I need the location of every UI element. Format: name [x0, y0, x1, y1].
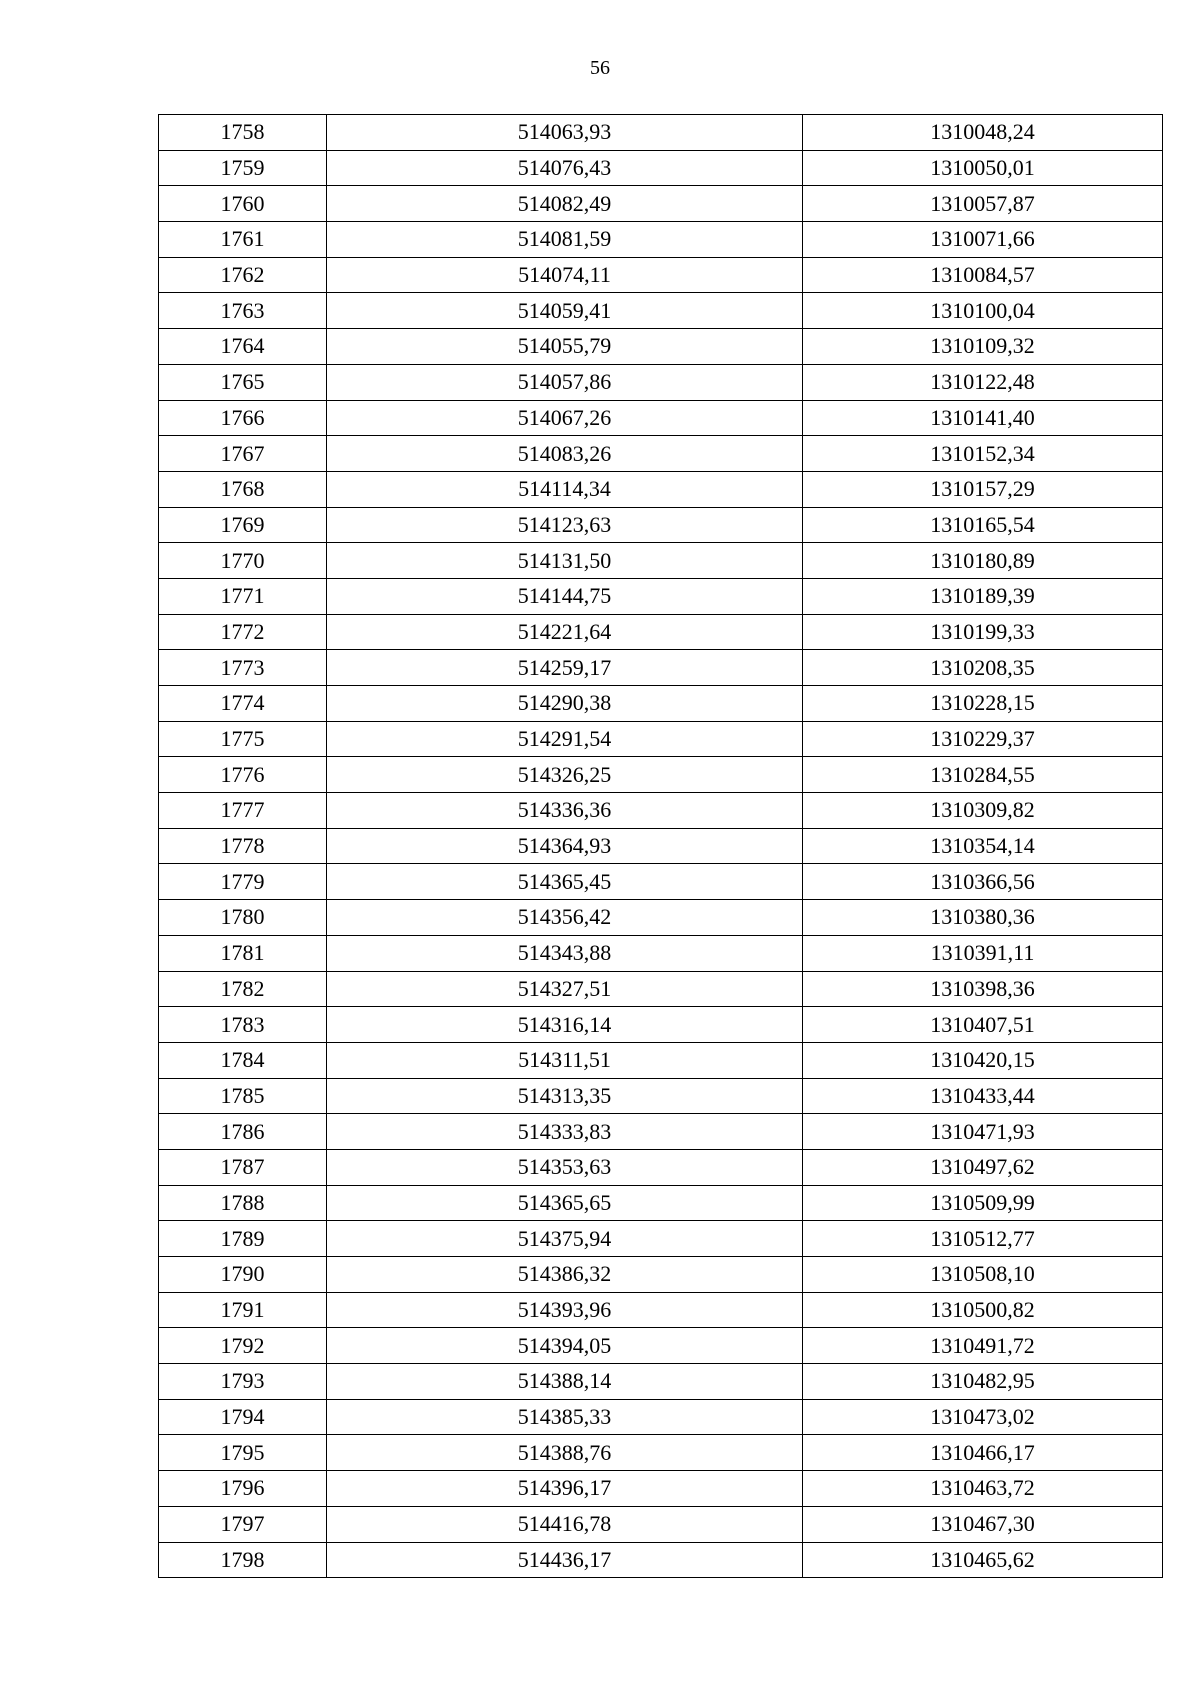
y-coordinate-cell: 1310157,29: [803, 471, 1163, 507]
point-number-cell: 1758: [159, 115, 327, 151]
point-number-cell: 1763: [159, 293, 327, 329]
x-coordinate-cell: 514076,43: [327, 150, 803, 186]
table-row: [159, 186, 1163, 222]
table-row: [159, 1185, 1163, 1221]
point-number-cell: 1783: [159, 1007, 327, 1043]
y-coordinate-cell: 1310482,95: [803, 1364, 1163, 1400]
x-coordinate-cell: 514436,17: [327, 1542, 803, 1578]
table-row: [159, 436, 1163, 472]
x-coordinate-cell: 514059,41: [327, 293, 803, 329]
table-row: [159, 329, 1163, 365]
y-coordinate-cell: 1310165,54: [803, 507, 1163, 543]
x-coordinate-cell: 514081,59: [327, 222, 803, 258]
x-coordinate-cell: 514083,26: [327, 436, 803, 472]
point-number-cell: 1767: [159, 436, 327, 472]
y-coordinate-cell: 1310463,72: [803, 1471, 1163, 1507]
point-number-cell: 1777: [159, 793, 327, 829]
point-number-cell: 1771: [159, 578, 327, 614]
point-number-cell: 1761: [159, 222, 327, 258]
x-coordinate-cell: 514356,42: [327, 900, 803, 936]
table-row: [159, 1328, 1163, 1364]
x-coordinate-cell: 514386,32: [327, 1257, 803, 1293]
x-coordinate-cell: 514416,78: [327, 1506, 803, 1542]
x-coordinate-cell: 514388,76: [327, 1435, 803, 1471]
table-row: [159, 1292, 1163, 1328]
table-row: [159, 578, 1163, 614]
table-row: [159, 757, 1163, 793]
y-coordinate-cell: 1310420,15: [803, 1042, 1163, 1078]
page-number: 56: [590, 57, 610, 79]
y-coordinate-cell: 1310084,57: [803, 257, 1163, 293]
x-coordinate-cell: 514327,51: [327, 971, 803, 1007]
point-number-cell: 1796: [159, 1471, 327, 1507]
y-coordinate-cell: 1310050,01: [803, 150, 1163, 186]
point-number-cell: 1778: [159, 828, 327, 864]
point-number-cell: 1788: [159, 1185, 327, 1221]
point-number-cell: 1793: [159, 1364, 327, 1400]
x-coordinate-cell: 514388,14: [327, 1364, 803, 1400]
table-row: [159, 864, 1163, 900]
y-coordinate-cell: 1310189,39: [803, 578, 1163, 614]
table-row: [159, 115, 1163, 151]
y-coordinate-cell: 1310407,51: [803, 1007, 1163, 1043]
x-coordinate-cell: 514375,94: [327, 1221, 803, 1257]
point-number-cell: 1786: [159, 1114, 327, 1150]
x-coordinate-cell: 514221,64: [327, 614, 803, 650]
table-row: [159, 1078, 1163, 1114]
point-number-cell: 1781: [159, 935, 327, 971]
point-number-cell: 1768: [159, 471, 327, 507]
table-row: [159, 793, 1163, 829]
point-number-cell: 1760: [159, 186, 327, 222]
point-number-cell: 1779: [159, 864, 327, 900]
x-coordinate-cell: 514396,17: [327, 1471, 803, 1507]
x-coordinate-cell: 514393,96: [327, 1292, 803, 1328]
point-number-cell: 1769: [159, 507, 327, 543]
x-coordinate-cell: 514057,86: [327, 364, 803, 400]
y-coordinate-cell: 1310497,62: [803, 1149, 1163, 1185]
y-coordinate-cell: 1310100,04: [803, 293, 1163, 329]
y-coordinate-cell: 1310491,72: [803, 1328, 1163, 1364]
point-number-cell: 1787: [159, 1149, 327, 1185]
table-row: [159, 614, 1163, 650]
x-coordinate-cell: 514385,33: [327, 1399, 803, 1435]
table-row: [159, 1221, 1163, 1257]
point-number-cell: 1780: [159, 900, 327, 936]
y-coordinate-cell: 1310309,82: [803, 793, 1163, 829]
table-row: [159, 1114, 1163, 1150]
x-coordinate-cell: 514067,26: [327, 400, 803, 436]
table-row: [159, 1435, 1163, 1471]
point-number-cell: 1785: [159, 1078, 327, 1114]
x-coordinate-cell: 514114,34: [327, 471, 803, 507]
point-number-cell: 1794: [159, 1399, 327, 1435]
point-number-cell: 1789: [159, 1221, 327, 1257]
x-coordinate-cell: 514343,88: [327, 935, 803, 971]
x-coordinate-cell: 514123,63: [327, 507, 803, 543]
point-number-cell: 1775: [159, 721, 327, 757]
x-coordinate-cell: 514394,05: [327, 1328, 803, 1364]
table-row: [159, 293, 1163, 329]
y-coordinate-cell: 1310208,35: [803, 650, 1163, 686]
point-number-cell: 1797: [159, 1506, 327, 1542]
point-number-cell: 1766: [159, 400, 327, 436]
table-row: [159, 364, 1163, 400]
x-coordinate-cell: 514336,36: [327, 793, 803, 829]
coordinates-table: [158, 114, 1163, 1578]
y-coordinate-cell: 1310465,62: [803, 1542, 1163, 1578]
table-row: [159, 1542, 1163, 1578]
table-row: [159, 257, 1163, 293]
point-number-cell: 1765: [159, 364, 327, 400]
table-row: [159, 1257, 1163, 1293]
point-number-cell: 1759: [159, 150, 327, 186]
point-number-cell: 1795: [159, 1435, 327, 1471]
x-coordinate-cell: 514316,14: [327, 1007, 803, 1043]
y-coordinate-cell: 1310057,87: [803, 186, 1163, 222]
point-number-cell: 1782: [159, 971, 327, 1007]
x-coordinate-cell: 514311,51: [327, 1042, 803, 1078]
table-row: [159, 471, 1163, 507]
y-coordinate-cell: 1310199,33: [803, 614, 1163, 650]
x-coordinate-cell: 514313,35: [327, 1078, 803, 1114]
x-coordinate-cell: 514291,54: [327, 721, 803, 757]
coordinates-table-body: [159, 115, 1163, 1578]
table-row: [159, 1007, 1163, 1043]
point-number-cell: 1792: [159, 1328, 327, 1364]
y-coordinate-cell: 1310048,24: [803, 115, 1163, 151]
x-coordinate-cell: 514333,83: [327, 1114, 803, 1150]
y-coordinate-cell: 1310500,82: [803, 1292, 1163, 1328]
table-row: [159, 900, 1163, 936]
point-number-cell: 1764: [159, 329, 327, 365]
y-coordinate-cell: 1310471,93: [803, 1114, 1163, 1150]
y-coordinate-cell: 1310466,17: [803, 1435, 1163, 1471]
y-coordinate-cell: 1310512,77: [803, 1221, 1163, 1257]
point-number-cell: 1770: [159, 543, 327, 579]
table-row: [159, 400, 1163, 436]
x-coordinate-cell: 514131,50: [327, 543, 803, 579]
table-row: [159, 150, 1163, 186]
y-coordinate-cell: 1310122,48: [803, 364, 1163, 400]
x-coordinate-cell: 514353,63: [327, 1149, 803, 1185]
table-row: [159, 1471, 1163, 1507]
table-row: [159, 1364, 1163, 1400]
y-coordinate-cell: 1310391,11: [803, 935, 1163, 971]
point-number-cell: 1772: [159, 614, 327, 650]
point-number-cell: 1798: [159, 1542, 327, 1578]
x-coordinate-cell: 514055,79: [327, 329, 803, 365]
x-coordinate-cell: 514365,45: [327, 864, 803, 900]
y-coordinate-cell: 1310509,99: [803, 1185, 1163, 1221]
y-coordinate-cell: 1310467,30: [803, 1506, 1163, 1542]
y-coordinate-cell: 1310398,36: [803, 971, 1163, 1007]
table-row: [159, 650, 1163, 686]
table-row: [159, 721, 1163, 757]
y-coordinate-cell: 1310433,44: [803, 1078, 1163, 1114]
point-number-cell: 1790: [159, 1257, 327, 1293]
y-coordinate-cell: 1310366,56: [803, 864, 1163, 900]
table-row: [159, 1042, 1163, 1078]
y-coordinate-cell: 1310229,37: [803, 721, 1163, 757]
x-coordinate-cell: 514326,25: [327, 757, 803, 793]
table-row: [159, 222, 1163, 258]
y-coordinate-cell: 1310473,02: [803, 1399, 1163, 1435]
y-coordinate-cell: 1310508,10: [803, 1257, 1163, 1293]
point-number-cell: 1773: [159, 650, 327, 686]
table-row: [159, 828, 1163, 864]
x-coordinate-cell: 514082,49: [327, 186, 803, 222]
y-coordinate-cell: 1310228,15: [803, 686, 1163, 722]
x-coordinate-cell: 514290,38: [327, 686, 803, 722]
x-coordinate-cell: 514074,11: [327, 257, 803, 293]
y-coordinate-cell: 1310284,55: [803, 757, 1163, 793]
y-coordinate-cell: 1310141,40: [803, 400, 1163, 436]
point-number-cell: 1774: [159, 686, 327, 722]
x-coordinate-cell: 514063,93: [327, 115, 803, 151]
point-number-cell: 1762: [159, 257, 327, 293]
y-coordinate-cell: 1310380,36: [803, 900, 1163, 936]
point-number-cell: 1784: [159, 1042, 327, 1078]
point-number-cell: 1791: [159, 1292, 327, 1328]
table-row: [159, 686, 1163, 722]
table-row: [159, 1399, 1163, 1435]
y-coordinate-cell: 1310109,32: [803, 329, 1163, 365]
table-row: [159, 1506, 1163, 1542]
point-number-cell: 1776: [159, 757, 327, 793]
y-coordinate-cell: 1310354,14: [803, 828, 1163, 864]
x-coordinate-cell: 514144,75: [327, 578, 803, 614]
table-row: [159, 1149, 1163, 1185]
x-coordinate-cell: 514365,65: [327, 1185, 803, 1221]
x-coordinate-cell: 514259,17: [327, 650, 803, 686]
y-coordinate-cell: 1310152,34: [803, 436, 1163, 472]
y-coordinate-cell: 1310071,66: [803, 222, 1163, 258]
table-row: [159, 543, 1163, 579]
table-row: [159, 971, 1163, 1007]
x-coordinate-cell: 514364,93: [327, 828, 803, 864]
table-row: [159, 935, 1163, 971]
y-coordinate-cell: 1310180,89: [803, 543, 1163, 579]
table-row: [159, 507, 1163, 543]
